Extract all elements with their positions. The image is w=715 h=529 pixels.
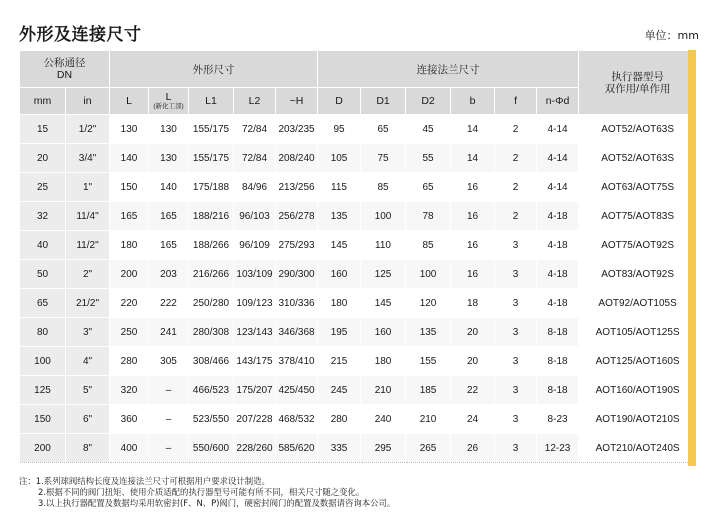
cell-h: 585/620	[276, 434, 318, 463]
cell-act: AOT52/AOT63S	[579, 144, 697, 173]
cell-in: 5"	[66, 376, 110, 405]
cell-d1: 85	[361, 173, 406, 202]
cell-nd: 4-18	[537, 260, 579, 289]
cell-nd: 4-14	[537, 115, 579, 144]
table-row	[20, 144, 697, 173]
cell-b: 18	[451, 289, 495, 318]
cell-b: 24	[451, 405, 495, 434]
cell-d: 105	[318, 144, 361, 173]
cell-d1: 110	[361, 231, 406, 260]
cell-l2: 109/123	[234, 289, 276, 318]
cell-l1: 175/188	[189, 173, 234, 202]
cell-l: 220	[110, 289, 149, 318]
table-row	[20, 115, 697, 144]
cell-h: 346/368	[276, 318, 318, 347]
cell-l1: 550/600	[189, 434, 234, 463]
cell-h: 208/240	[276, 144, 318, 173]
cell-l2: 143/175	[234, 347, 276, 376]
cell-lc: 165	[149, 231, 189, 260]
table-row	[20, 405, 697, 434]
col-L2: L2	[234, 88, 276, 115]
accent-stripe	[688, 50, 696, 466]
note-2: 2.根据不同的阀门扭矩、使用介质适配的执行器型号可能有所不同，相关尺寸随之变化。	[38, 487, 365, 497]
cell-d2: 155	[406, 347, 451, 376]
cell-l2: 123/143	[234, 318, 276, 347]
col-f: f	[495, 88, 537, 115]
cell-l2: 228/260	[234, 434, 276, 463]
cell-mm: 50	[20, 260, 66, 289]
cell-l1: 155/175	[189, 115, 234, 144]
cell-d1: 65	[361, 115, 406, 144]
flange-header: 连接法兰尺寸	[318, 51, 579, 88]
cell-d2: 265	[406, 434, 451, 463]
cell-f: 3	[495, 260, 537, 289]
cell-b: 16	[451, 231, 495, 260]
cell-nd: 8-18	[537, 347, 579, 376]
cell-d: 245	[318, 376, 361, 405]
cell-in: 11/2"	[66, 231, 110, 260]
cell-d1: 100	[361, 202, 406, 231]
cell-d2: 135	[406, 318, 451, 347]
table-row	[20, 260, 697, 289]
cell-lc: 130	[149, 115, 189, 144]
cell-h: 213/256	[276, 173, 318, 202]
table-row	[20, 347, 697, 376]
cell-mm: 200	[20, 434, 66, 463]
cell-d2: 65	[406, 173, 451, 202]
cell-lc: 222	[149, 289, 189, 318]
cell-d: 145	[318, 231, 361, 260]
cell-l: 150	[110, 173, 149, 202]
cell-l1: 250/280	[189, 289, 234, 318]
cell-h: 275/293	[276, 231, 318, 260]
cell-d1: 125	[361, 260, 406, 289]
cell-act: AOT125/AOT160S	[579, 347, 697, 376]
col-nd: n-Φd	[537, 88, 579, 115]
cell-d1: 180	[361, 347, 406, 376]
table-row	[20, 289, 697, 318]
cell-act: AOT75/AOT92S	[579, 231, 697, 260]
cell-l1: 308/466	[189, 347, 234, 376]
cell-d1: 295	[361, 434, 406, 463]
cell-nd: 8-23	[537, 405, 579, 434]
cell-l: 200	[110, 260, 149, 289]
cell-d: 135	[318, 202, 361, 231]
cell-d2: 85	[406, 231, 451, 260]
cell-act: AOT190/AOT210S	[579, 405, 697, 434]
cell-mm: 125	[20, 376, 66, 405]
cell-l2: 84/96	[234, 173, 276, 202]
cell-nd: 8-18	[537, 318, 579, 347]
cell-lc: –	[149, 434, 189, 463]
cell-b: 22	[451, 376, 495, 405]
cell-l: 180	[110, 231, 149, 260]
cell-d1: 75	[361, 144, 406, 173]
cell-h: 468/532	[276, 405, 318, 434]
col-L: L	[110, 88, 149, 115]
cell-act: AOT52/AOT63S	[579, 115, 697, 144]
cell-l: 320	[110, 376, 149, 405]
actuator-header: 执行器型号 双作用/单作用	[579, 51, 697, 115]
cell-b: 16	[451, 260, 495, 289]
cell-h: 378/410	[276, 347, 318, 376]
cell-f: 3	[495, 231, 537, 260]
cell-l: 130	[110, 115, 149, 144]
cell-lc: –	[149, 376, 189, 405]
cell-f: 2	[495, 173, 537, 202]
col-L1: L1	[189, 88, 234, 115]
cell-d: 335	[318, 434, 361, 463]
cell-f: 3	[495, 405, 537, 434]
cell-act: AOT105/AOT125S	[579, 318, 697, 347]
table-row	[20, 434, 697, 463]
cell-l: 165	[110, 202, 149, 231]
cell-lc: 140	[149, 173, 189, 202]
cell-nd: 12-23	[537, 434, 579, 463]
cell-d1: 160	[361, 318, 406, 347]
cell-lc: 305	[149, 347, 189, 376]
cell-in: 21/2"	[66, 289, 110, 318]
table-row	[20, 231, 697, 260]
cell-d1: 145	[361, 289, 406, 318]
col-D: D	[318, 88, 361, 115]
cell-d2: 185	[406, 376, 451, 405]
cell-in: 1/2"	[66, 115, 110, 144]
cell-act: AOT210/AOT240S	[579, 434, 697, 463]
cell-mm: 15	[20, 115, 66, 144]
cell-act: AOT83/AOT92S	[579, 260, 697, 289]
table-row	[20, 173, 697, 202]
cell-nd: 4-18	[537, 289, 579, 318]
cell-d: 180	[318, 289, 361, 318]
cell-f: 3	[495, 318, 537, 347]
cell-h: 203/235	[276, 115, 318, 144]
cell-b: 20	[451, 347, 495, 376]
cell-mm: 32	[20, 202, 66, 231]
cell-mm: 20	[20, 144, 66, 173]
cell-d1: 210	[361, 376, 406, 405]
outline-header: 外形尺寸	[110, 51, 318, 88]
col-b: b	[451, 88, 495, 115]
cell-l2: 207/228	[234, 405, 276, 434]
col-mm: mm	[20, 88, 66, 115]
cell-lc: 165	[149, 202, 189, 231]
cell-d: 215	[318, 347, 361, 376]
cell-b: 16	[451, 173, 495, 202]
cell-b: 14	[451, 115, 495, 144]
cell-f: 3	[495, 289, 537, 318]
cell-nd: 8-18	[537, 376, 579, 405]
cell-in: 6"	[66, 405, 110, 434]
cell-lc: 130	[149, 144, 189, 173]
cell-d2: 78	[406, 202, 451, 231]
col-L-chem: L (新化工部)	[149, 88, 189, 115]
footnotes	[19, 476, 395, 509]
cell-b: 16	[451, 202, 495, 231]
table-row	[20, 318, 697, 347]
cell-in: 1"	[66, 173, 110, 202]
cell-d: 280	[318, 405, 361, 434]
cell-mm: 65	[20, 289, 66, 318]
cell-f: 2	[495, 115, 537, 144]
cell-d: 115	[318, 173, 361, 202]
cell-l: 280	[110, 347, 149, 376]
dn-header: 公称通径 DN	[20, 51, 110, 88]
cell-l1: 523/550	[189, 405, 234, 434]
cell-d: 95	[318, 115, 361, 144]
cell-act: AOT75/AOT83S	[579, 202, 697, 231]
cell-d: 160	[318, 260, 361, 289]
cell-lc: –	[149, 405, 189, 434]
note-1: 注：1.系列球阀结构长度及连接法兰尺寸可根据用户要求设计制造。	[19, 476, 270, 486]
cell-lc: 241	[149, 318, 189, 347]
cell-in: 4"	[66, 347, 110, 376]
table-row	[20, 202, 697, 231]
cell-h: 256/278	[276, 202, 318, 231]
cell-l2: 72/84	[234, 115, 276, 144]
cell-act: AOT63/AOT75S	[579, 173, 697, 202]
cell-h: 290/300	[276, 260, 318, 289]
cell-d2: 100	[406, 260, 451, 289]
cell-b: 20	[451, 318, 495, 347]
cell-l: 250	[110, 318, 149, 347]
cell-l1: 466/523	[189, 376, 234, 405]
cell-nd: 4-14	[537, 173, 579, 202]
cell-in: 8"	[66, 434, 110, 463]
cell-in: 2"	[66, 260, 110, 289]
cell-l: 140	[110, 144, 149, 173]
cell-h: 310/336	[276, 289, 318, 318]
unit-label: 单位：mm	[644, 29, 699, 42]
cell-b: 14	[451, 144, 495, 173]
cell-nd: 4-18	[537, 202, 579, 231]
col-H: ~H	[276, 88, 318, 115]
cell-l2: 96/103	[234, 202, 276, 231]
cell-l2: 72/84	[234, 144, 276, 173]
cell-h: 425/450	[276, 376, 318, 405]
cell-mm: 40	[20, 231, 66, 260]
header-row-group	[20, 51, 697, 88]
cell-l: 360	[110, 405, 149, 434]
cell-mm: 25	[20, 173, 66, 202]
cell-mm: 80	[20, 318, 66, 347]
cell-d2: 210	[406, 405, 451, 434]
cell-f: 3	[495, 434, 537, 463]
cell-l1: 188/216	[189, 202, 234, 231]
cell-f: 2	[495, 144, 537, 173]
cell-act: AOT92/AOT105S	[579, 289, 697, 318]
cell-nd: 4-18	[537, 231, 579, 260]
cell-l1: 155/175	[189, 144, 234, 173]
cell-l: 400	[110, 434, 149, 463]
cell-in: 11/4"	[66, 202, 110, 231]
cell-in: 3"	[66, 318, 110, 347]
note-3: 3.以上执行器配置及数据均采用软密封(F、N、P)阀门，硬密封阀门的配置及数据请咨询本公司。	[38, 498, 396, 508]
cell-mm: 150	[20, 405, 66, 434]
col-in: in	[66, 88, 110, 115]
cell-d: 195	[318, 318, 361, 347]
cell-mm: 100	[20, 347, 66, 376]
page-title: 外形及连接尺寸	[19, 25, 142, 45]
table-row	[20, 376, 697, 405]
cell-act: AOT160/AOT190S	[579, 376, 697, 405]
cell-lc: 203	[149, 260, 189, 289]
cell-in: 3/4"	[66, 144, 110, 173]
dimension-table	[19, 50, 697, 463]
col-D2: D2	[406, 88, 451, 115]
cell-l2: 96/109	[234, 231, 276, 260]
cell-d2: 45	[406, 115, 451, 144]
cell-b: 26	[451, 434, 495, 463]
cell-f: 2	[495, 202, 537, 231]
cell-f: 3	[495, 347, 537, 376]
cell-d2: 55	[406, 144, 451, 173]
cell-nd: 4-14	[537, 144, 579, 173]
cell-d2: 120	[406, 289, 451, 318]
cell-l1: 188/266	[189, 231, 234, 260]
cell-l2: 175/207	[234, 376, 276, 405]
cell-l2: 103/109	[234, 260, 276, 289]
col-D1: D1	[361, 88, 406, 115]
cell-l1: 280/308	[189, 318, 234, 347]
cell-l1: 216/266	[189, 260, 234, 289]
cell-f: 3	[495, 376, 537, 405]
cell-d1: 240	[361, 405, 406, 434]
